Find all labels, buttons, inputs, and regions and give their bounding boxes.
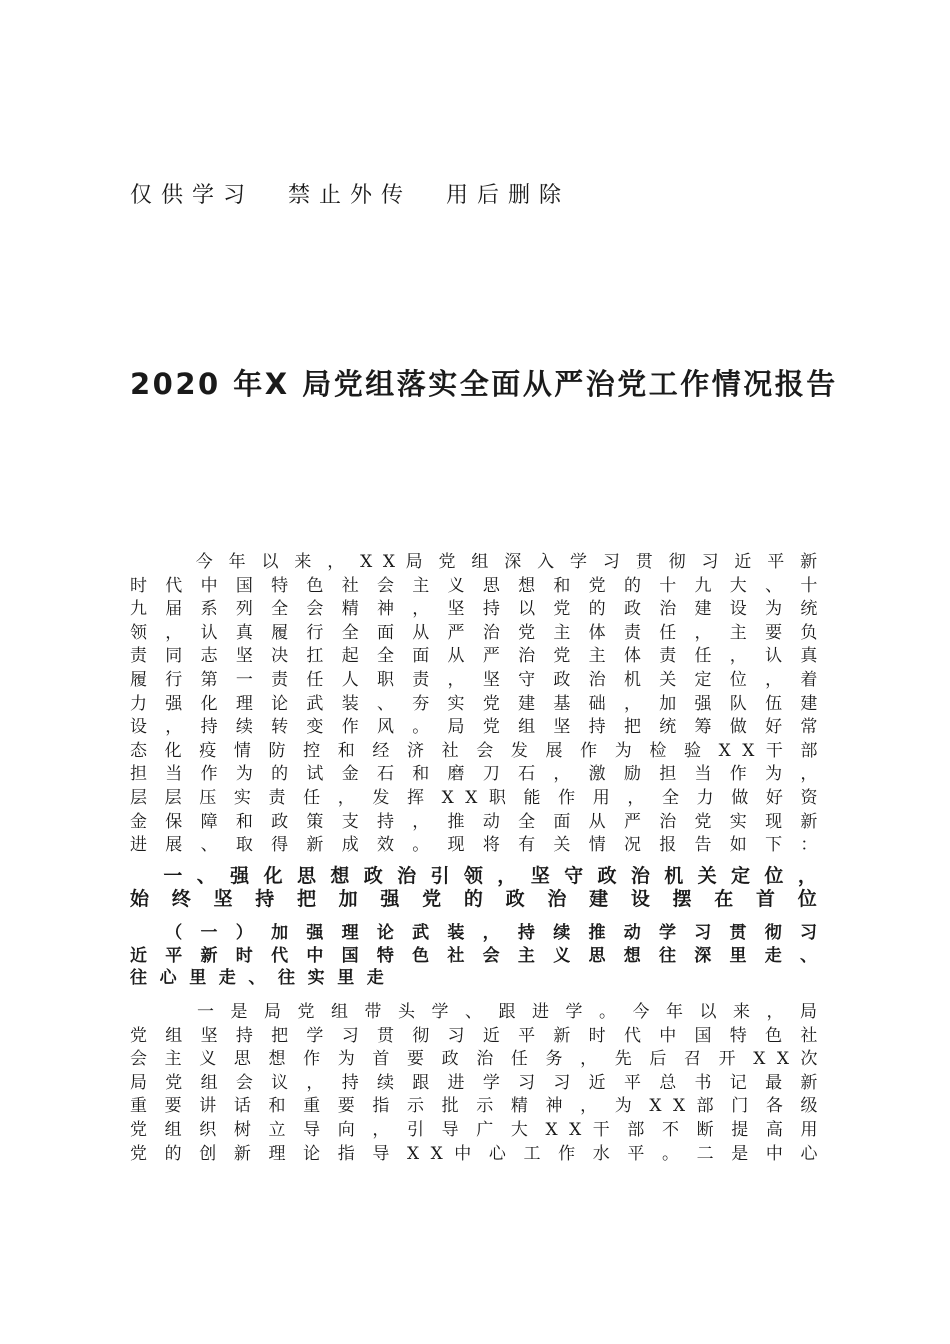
subsection-heading [130,922,817,990]
text-line: 党 组 织 树 立 导 向 ， 引 导 广 大 X X 干 部 不 断 提 高 用 [130,1119,817,1140]
text-line: 层 层 压 实 责 任 ， 发 挥 X X 职 能 作 用 ， 全 力 做 好 资 [130,787,817,808]
text-line: 重 要 讲 话 和 重 要 指 示 批 示 精 神 ， 为 X X 部 门 各 级 [130,1096,817,1117]
text-line: 力 强 化 理 论 武 装 、 夯 实 党 建 基 础 ， 加 强 队 伍 建 [130,693,817,714]
notice-part: 仅供学习 [130,183,255,208]
section-heading [130,865,817,911]
text-line: 态 化 疫 情 防 控 和 经 济 社 会 发 展 作 为 检 验 X X 干 部 [130,740,817,761]
heading-line: 一 、 强 化 思 想 政 治 引 领 ， 坚 守 政 治 机 关 定 位 ， [163,865,817,887]
notice-part: 禁止外传 [288,183,413,208]
text-line: 九 届 系 列 全 会 精 神 ， 坚 持 以 党 的 政 治 建 设 为 统 [130,599,817,620]
text-line: 担 当 作 为 的 试 金 石 和 磨 刀 石 ， 激 励 担 当 作 为 ， [130,764,817,785]
heading-line: 往心里走、往实里走 [130,968,397,988]
text-line: 责 同 志 坚 决 扛 起 全 面 从 严 治 党 主 体 责 任 ， 认 真 [130,646,817,667]
notice-part: 用后删除 [446,183,571,208]
text-line: 时 代 中 国 特 色 社 会 主 义 思 想 和 党 的 十 九 大 、 十 [130,575,817,596]
body-paragraph [130,1001,817,1166]
text-line: 局 党 组 会 议 ， 持 续 跟 进 学 习 习 近 平 总 书 记 最 新 [130,1072,817,1093]
text-line: 金 保 障 和 政 策 支 持 ， 推 动 全 面 从 严 治 党 实 现 新 [130,811,817,832]
text-line: 领 ， 认 真 履 行 全 面 从 严 治 党 主 体 责 任 ， 主 要 负 [130,622,817,643]
document-title: 2020 年X 局党组落实全面从严治党工作情况报告 [130,367,838,401]
confidentiality-notice [130,178,570,209]
intro-paragraph [130,551,817,858]
text-line: 党 组 坚 持 把 学 习 贯 彻 习 近 平 新 时 代 中 国 特 色 社 [130,1025,817,1046]
text-line: 会 主 义 思 想 作 为 首 要 政 治 任 务 ， 先 后 召 开 X X 次 [130,1049,817,1070]
heading-line: 近 平 新 时 代 中 国 特 色 社 会 主 义 思 想 往 深 里 走 、 [130,945,817,966]
heading-line: （ 一 ） 加 强 理 论 武 装 ， 持 续 推 动 学 习 贯 彻 习 [165,923,817,943]
text-line: 进 展 、 取 得 新 成 效 。 现 将 有 关 情 况 报 告 如 下 ： [130,835,817,856]
text-line: 今 年 以 来 ， X X 局 党 组 深 入 学 习 贯 彻 习 近 平 新 [195,552,817,572]
text-line: 一 是 局 党 组 带 头 学 、 跟 进 学 。 今 年 以 来 ， 局 [197,1002,817,1022]
heading-line: 始 终 坚 持 把 加 强 党 的 政 治 建 设 摆 在 首 位 [130,888,817,910]
text-line: 履 行 第 一 责 任 人 职 责 ， 坚 守 政 治 机 关 定 位 ， 着 [130,669,817,690]
text-line: 设 ， 持 续 转 变 作 风 。 局 党 组 坚 持 把 统 筹 做 好 常 [130,717,817,738]
text-line: 党 的 创 新 理 论 指 导 X X 中 心 工 作 水 平 。 二 是 中 心 [130,1143,817,1164]
